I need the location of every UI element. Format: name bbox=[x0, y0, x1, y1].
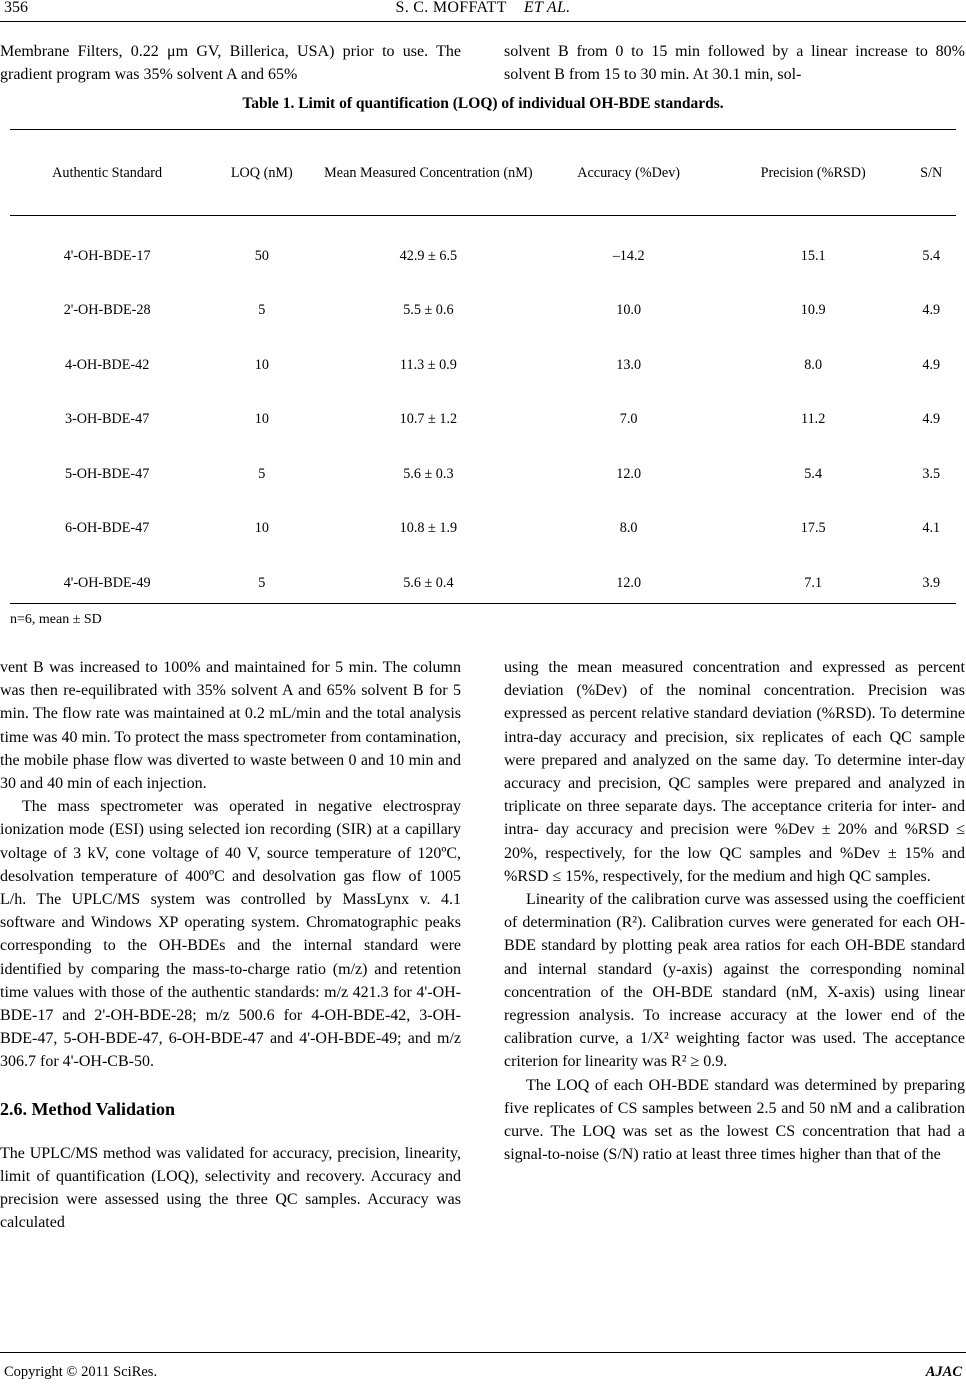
table-cell: 5 bbox=[258, 302, 266, 319]
table-caption: Table 1. Limit of quantification (LOQ) of individual OH-BDE standards. bbox=[242, 95, 724, 112]
table-cell: 2'-OH-BDE-28 bbox=[63, 302, 151, 319]
table-cell: 5.6 ± 0.3 bbox=[403, 465, 454, 482]
table-cell: 10.8 ± 1.9 bbox=[399, 520, 458, 537]
header-rule bbox=[0, 21, 966, 22]
table-note: n=6, mean ± SD bbox=[10, 612, 102, 627]
table-cell: 17.5 bbox=[800, 520, 826, 537]
table-cell: 15.1 bbox=[800, 247, 826, 264]
paragraph: The mass spectrometer was operated in negative electrospray ionization mode (ESI) using selected ion recording (SIR) at a capillary voltage of 3 kV, cone voltage of 40 V, source temperature of 120ºC, desolvation temperature of 400ºC and desolvation gas flow of 1005 L/h. The UPLC/MS system was controlled by MassLynx v. 4.1 software and Windows XP operating system. Chromatographic peaks corresponding to the OH-BDEs and the internal standard were identified by comparing the mass-to-charge ratio (m/z) and retention time values with those of the authentic standards: m/z 421.3 for 4'-OH-BDE-17 and 2'-OH-BDE-28; m/z 500.6 for 4-OH-BDE-42, 3-OH-BDE-47, 5-OH-BDE-47, 6-OH-BDE-47 and 4'-OH-BDE-49; and m/z 306.7 for 4'-OH-CB-50. bbox=[0, 798, 461, 1071]
table-cell: 11.3 ± 0.9 bbox=[399, 356, 457, 373]
table-cell: –14.2 bbox=[612, 247, 645, 264]
column-header: Precision (%RSD) bbox=[760, 164, 866, 181]
running-head-et-al: ET AL. bbox=[523, 0, 571, 16]
paragraph: solvent B from 0 to 15 min followed by a linear increase to 80% solvent B from 15 to 30 min. At 30.1 min, sol- bbox=[504, 43, 965, 84]
table-cell: 5.4 bbox=[804, 465, 823, 482]
table-cell: 5-OH-BDE-47 bbox=[64, 465, 150, 482]
paragraph: Linearity of the calibration curve was assessed using the coefficient of determination (R²). Calibration curves were generated for each OH-BDE standard by plotting peak area ratios for each OH-BDE standard and internal standard (y-axis) against the corresponding nominal concentration of the OH-BDE standard (nM, X-axis) using linear regression analysis. To increase accuracy at the lower end of the calibration curve, a 1/X² weighting factor was used. The acceptance criterion for linearity was R² ≥ 0.9. bbox=[504, 891, 965, 1071]
column-header: Mean Measured Concentration (nM) bbox=[324, 164, 533, 181]
section-heading: 2.6. Method Validation bbox=[0, 1098, 176, 1119]
table-cell: 3-OH-BDE-47 bbox=[64, 411, 150, 428]
table-cell: 10.9 bbox=[800, 302, 826, 319]
table-cell: 10.0 bbox=[616, 302, 642, 319]
table-cell: 4.9 bbox=[922, 411, 941, 428]
paragraph: using the mean measured concentration and expressed as percent deviation (%Dev) of the nominal concentration. Precision was expressed as percent relative standard deviation (%RSD). To determine intra-day accuracy and precision, six replicates of each QC sample were prepared and analyzed on the same day. To determine inter-day accuracy and precision, QC samples were prepared and analyzed in triplicate on three separate days. The acceptance criteria for inter- and intra- day accuracy and precision were %Dev ± 20% and %RSD ≤ 20%, respectively, for the low QC samples and %Dev ± 15% and %RSD ≤ 15%, respectively, for the medium and high QC samples. bbox=[504, 659, 965, 885]
column-header: Authentic Standard bbox=[52, 164, 163, 181]
running-head-authors: S. C. MOFFATT bbox=[395, 0, 507, 16]
table-header-row bbox=[10, 130, 956, 216]
copyright: Copyright © 2011 SciRes. bbox=[4, 1364, 158, 1380]
table-cell: 13.0 bbox=[616, 356, 642, 373]
table-bottom-rule bbox=[10, 603, 956, 604]
table-cell: 10 bbox=[254, 520, 269, 537]
table-row bbox=[10, 284, 956, 339]
table-cell: 6-OH-BDE-47 bbox=[64, 520, 150, 537]
table-cell: 4'-OH-BDE-49 bbox=[63, 574, 151, 591]
table-row bbox=[10, 216, 956, 284]
top-right-text bbox=[504, 40, 965, 86]
paragraph: Membrane Filters, 0.22 μm GV, Billerica, USA) prior to use. The gradient program was 35% solvent A and 65% bbox=[0, 43, 461, 84]
table-row bbox=[10, 447, 956, 502]
table-row bbox=[10, 502, 956, 557]
table-cell: 10 bbox=[254, 411, 269, 428]
table-cell: 42.9 ± 6.5 bbox=[399, 247, 458, 264]
table-cell: 4.1 bbox=[922, 520, 941, 537]
table-cell: 12.0 bbox=[616, 465, 642, 482]
table-cell: 7.0 bbox=[619, 411, 638, 428]
loq-table bbox=[10, 129, 956, 611]
table-cell: 7.1 bbox=[804, 574, 823, 591]
footer-rule bbox=[0, 1352, 966, 1353]
table-cell: 8.0 bbox=[804, 356, 823, 373]
left-column bbox=[0, 656, 461, 1234]
table-cell: 10.7 ± 1.2 bbox=[399, 411, 458, 428]
table-cell: 5 bbox=[258, 465, 266, 482]
table-cell: 50 bbox=[254, 247, 269, 264]
page-number: 356 bbox=[4, 0, 28, 16]
running-head bbox=[0, 0, 966, 17]
table-cell: 4'-OH-BDE-17 bbox=[63, 247, 151, 264]
table-cell: 4.9 bbox=[922, 356, 941, 373]
table-cell: 4-OH-BDE-42 bbox=[64, 356, 150, 373]
table-row bbox=[10, 393, 956, 448]
table-cell: 8.0 bbox=[619, 520, 638, 537]
column-header: Accuracy (%Dev) bbox=[577, 164, 681, 181]
table-row bbox=[10, 338, 956, 393]
table-cell: 3.5 bbox=[922, 465, 941, 482]
table-cell: 12.0 bbox=[616, 574, 642, 591]
page-header bbox=[0, 0, 966, 22]
paragraph: vent B was increased to 100% and maintained for 5 min. The column was then re-equilibrated with 35% solvent A and 65% solvent B for 5 min. The flow rate was maintained at 0.2 mL/min and the total analysis time was 40 min. To protect the mass spectrometer from contamination, the mobile phase flow was diverted to waste between 0 and 10 min and 30 and 40 min of each injection. bbox=[0, 659, 461, 793]
right-column bbox=[504, 656, 965, 1166]
paragraph: The UPLC/MS method was validated for accuracy, precision, linearity, limit of quantification (LOQ), selectivity and recovery. Accuracy and precision were assessed using the three QC samples. Accuracy was calculated bbox=[0, 1144, 461, 1232]
table-cell: 11.2 bbox=[801, 411, 826, 428]
journal-name: AJAC bbox=[925, 1364, 962, 1380]
table-cell: 5.6 ± 0.4 bbox=[403, 574, 454, 591]
table-cell: 3.9 bbox=[922, 574, 941, 591]
column-header: LOQ (nM) bbox=[230, 164, 293, 181]
table-cell: 5.5 ± 0.6 bbox=[403, 302, 454, 319]
table-cell: 5 bbox=[258, 574, 266, 591]
top-left-text bbox=[0, 40, 461, 86]
table-cell: 4.9 bbox=[922, 302, 941, 319]
table-cell: 10 bbox=[254, 356, 269, 373]
table-cell: 5.4 bbox=[922, 247, 941, 264]
column-header: S/N bbox=[920, 164, 943, 181]
page-footer bbox=[0, 1354, 966, 1378]
paragraph: The LOQ of each OH-BDE standard was determined by preparing five replicates of CS samples between 2.5 and 50 nM and a calibration curve. The LOQ was set as the lowest CS concentration that had a signal-to-noise (S/N) ratio at least three times higher than that of the bbox=[504, 1076, 965, 1164]
